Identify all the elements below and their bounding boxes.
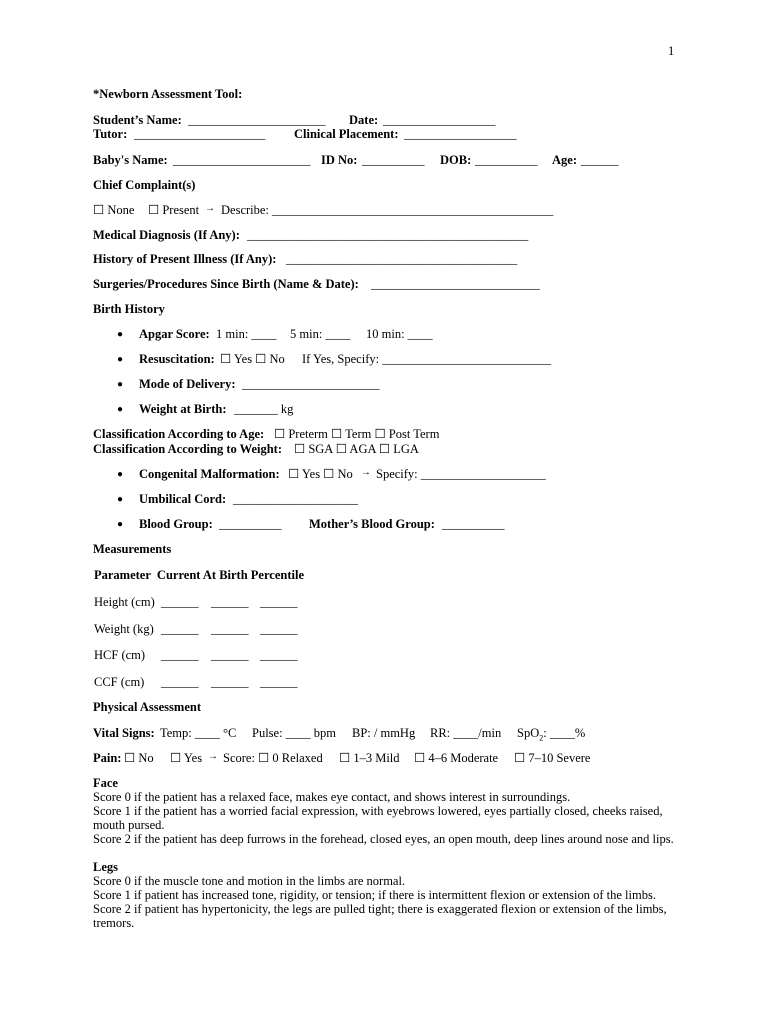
chief-complaint-present-checkbox[interactable]: ☐ Present	[148, 203, 200, 217]
parameter-label: HCF (cm)	[94, 648, 146, 662]
arrow-icon: →	[361, 467, 371, 478]
current-field[interactable]: ______	[161, 595, 199, 609]
temp-field[interactable]: Temp: ____ °C	[160, 726, 237, 740]
current-field[interactable]: ______	[161, 675, 199, 689]
bullet-icon: ●	[117, 494, 124, 505]
weight-at-birth-label: Weight at Birth:	[139, 402, 227, 416]
dob-label: DOB:	[440, 153, 472, 167]
chief-complaint-heading: Chief Complaint(s)	[93, 178, 196, 192]
pulse-field[interactable]: Pulse: ____ bpm	[252, 726, 337, 740]
pain-yes-checkbox[interactable]: ☐ Yes	[170, 751, 203, 765]
blood-group-field[interactable]: __________	[219, 517, 282, 531]
legs-score-2: Score 2 if patient has hypertonicity, the legs are pulled tight; there is exaggerated flexion or extension of the limbs, tremors.	[93, 902, 667, 930]
percentile-field[interactable]: ______	[260, 622, 298, 636]
baby-name-label: Baby's Name:	[93, 153, 168, 167]
birth-history-heading: Birth History	[93, 302, 165, 316]
surgeries-label: Surgeries/Procedures Since Birth (Name & Date):	[93, 277, 359, 291]
pain-mild-checkbox[interactable]: ☐ 1–3 Mild	[339, 751, 400, 765]
pain-label: Pain:	[93, 751, 122, 765]
dob-field[interactable]: __________	[475, 153, 538, 167]
spo2-suffix: : ____%	[543, 726, 586, 740]
tutor-field[interactable]: _____________________	[134, 127, 266, 141]
legs-score-0: Score 0 if the muscle tone and motion in the limbs are normal.	[93, 874, 406, 888]
apgar-label: Apgar Score:	[139, 327, 210, 341]
legs-heading: Legs	[93, 860, 118, 874]
at-birth-field[interactable]: ______	[211, 595, 249, 609]
resuscitation-label: Resuscitation:	[139, 352, 215, 366]
umbilical-cord-field[interactable]: ____________________	[233, 492, 358, 506]
weight-at-birth-field[interactable]: _______ kg	[234, 402, 294, 416]
history-field[interactable]: _____________________________________	[286, 252, 518, 266]
bp-field[interactable]: BP: / mmHg	[352, 726, 416, 740]
bullet-icon: ●	[117, 379, 124, 390]
bullet-icon: ●	[117, 329, 124, 340]
resuscitation-specify-field[interactable]: If Yes, Specify: ___________________________	[302, 352, 551, 366]
student-name-label: Student’s Name:	[93, 113, 182, 127]
at-birth-field[interactable]: ______	[211, 648, 249, 662]
parameter-label: Height (cm)	[94, 595, 155, 609]
classification-weight-label: Classification According to Weight:	[93, 442, 283, 456]
bullet-icon: ●	[117, 354, 124, 365]
clinical-placement-label: Clinical Placement:	[294, 127, 399, 141]
date-field[interactable]: __________________	[383, 113, 496, 127]
percentile-field[interactable]: ______	[260, 648, 298, 662]
medical-diagnosis-label: Medical Diagnosis (If Any):	[93, 228, 240, 242]
mode-of-delivery-label: Mode of Delivery:	[139, 377, 236, 391]
classification-age-options[interactable]: ☐ Preterm ☐ Term ☐ Post Term	[274, 427, 440, 441]
face-heading: Face	[93, 776, 118, 790]
bullet-icon: ●	[117, 404, 124, 415]
congenital-malformation-options[interactable]: ☐ Yes ☐ No	[288, 467, 353, 481]
document-title: *Newborn Assessment Tool:	[93, 87, 243, 101]
measurements-heading: Measurements	[93, 542, 172, 556]
surgeries-field[interactable]: ___________________________	[371, 277, 540, 291]
measurements-table-header: Parameter Current At Birth Percentile	[94, 568, 304, 582]
age-field[interactable]: ______	[581, 153, 619, 167]
history-label: History of Present Illness (If Any):	[93, 252, 277, 266]
rr-field[interactable]: RR: ____/min	[430, 726, 502, 740]
face-score-1: Score 1 if the patient has a worried facial expression, with eyebrows lowered, eyes partially closed, cheeks raised, mouth pursed.	[93, 804, 663, 832]
page-number: 1	[668, 44, 675, 58]
medical-diagnosis-field[interactable]: _____________________________________________	[247, 228, 529, 242]
spo2-subscript: 2	[539, 733, 544, 743]
mothers-blood-group-label: Mother’s Blood Group:	[309, 517, 435, 531]
age-label: Age:	[552, 153, 577, 167]
parameter-label: Weight (kg)	[94, 622, 154, 636]
pain-severe-checkbox[interactable]: ☐ 7–10 Severe	[514, 751, 591, 765]
pain-moderate-checkbox[interactable]: ☐ 4–6 Moderate	[414, 751, 499, 765]
spo2-prefix: SpO	[517, 726, 540, 740]
apgar-5min-field[interactable]: 5 min: ____	[290, 327, 351, 341]
classification-weight-options[interactable]: ☐ SGA ☐ AGA ☐ LGA	[294, 442, 419, 456]
arrow-icon: →	[208, 751, 218, 762]
at-birth-field[interactable]: ______	[211, 675, 249, 689]
spo2-field[interactable]	[517, 726, 585, 743]
face-score-0: Score 0 if the patient has a relaxed face, makes eye contact, and shows interest in surroundings.	[93, 790, 571, 804]
congenital-malformation-label: Congenital Malformation:	[139, 467, 280, 481]
classification-age-label: Classification According to Age:	[93, 427, 265, 441]
mothers-blood-group-field[interactable]: __________	[442, 517, 505, 531]
chief-complaint-describe-field[interactable]: Describe: _____________________________________________	[221, 203, 554, 217]
student-name-field[interactable]: ______________________	[188, 113, 326, 127]
pain-no-checkbox[interactable]: ☐ No	[124, 751, 154, 765]
arrow-icon: →	[205, 203, 215, 214]
resuscitation-options[interactable]: ☐ Yes ☐ No	[220, 352, 285, 366]
current-field[interactable]: ______	[161, 622, 199, 636]
blood-group-label: Blood Group:	[139, 517, 213, 531]
percentile-field[interactable]: ______	[260, 595, 298, 609]
vital-signs-label: Vital Signs:	[93, 726, 155, 740]
current-field[interactable]: ______	[161, 648, 199, 662]
id-no-field[interactable]: __________	[362, 153, 425, 167]
clinical-placement-field[interactable]: __________________	[404, 127, 517, 141]
id-no-label: ID No:	[321, 153, 358, 167]
legs-score-1: Score 1 if patient has increased tone, rigidity, or tension; if there is intermittent flexion or extension of the limbs.	[93, 888, 656, 902]
baby-name-field[interactable]: ______________________	[173, 153, 311, 167]
chief-complaint-none-checkbox[interactable]: ☐ None	[93, 203, 135, 217]
mode-of-delivery-field[interactable]: ______________________	[242, 377, 380, 391]
congenital-specify-field[interactable]: Specify: ____________________	[376, 467, 546, 481]
face-score-2: Score 2 if the patient has deep furrows in the forehead, closed eyes, an open mouth, deep lines around nose and lips.	[93, 832, 674, 846]
bullet-icon: ●	[117, 469, 124, 480]
parameter-label: CCF (cm)	[94, 675, 145, 689]
physical-assessment-heading: Physical Assessment	[93, 700, 201, 714]
bullet-icon: ●	[117, 519, 124, 530]
percentile-field[interactable]: ______	[260, 675, 298, 689]
pain-score-relaxed-checkbox[interactable]: Score: ☐ 0 Relaxed	[223, 751, 323, 765]
date-label: Date:	[349, 113, 379, 127]
at-birth-field[interactable]: ______	[211, 622, 249, 636]
umbilical-cord-label: Umbilical Cord:	[139, 492, 227, 506]
tutor-label: Tutor:	[93, 127, 128, 141]
apgar-1min-field[interactable]: 1 min: ____	[216, 327, 277, 341]
apgar-10min-field[interactable]: 10 min: ____	[366, 327, 433, 341]
